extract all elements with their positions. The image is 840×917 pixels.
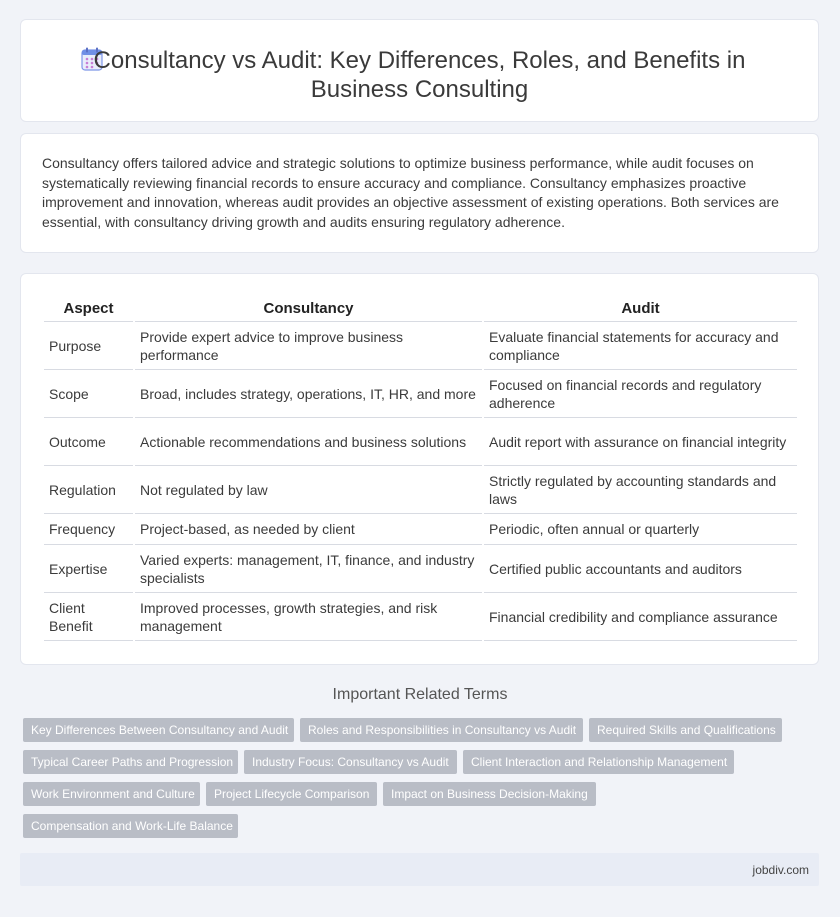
related-term-tag[interactable]: Industry Focus: Consultancy vs Audit xyxy=(244,750,457,774)
footer xyxy=(20,853,819,886)
intro-card xyxy=(20,133,819,253)
comparison-table-card xyxy=(20,273,819,665)
table-header-row xyxy=(44,294,797,322)
table-row xyxy=(44,593,797,641)
intro-paragraph: Consultancy offers tailored advice and strategic solutions to optimize business performance, while audit focuses on systematically reviewing financial records to ensure accuracy and compliance. Consultancy emphasizes proactive improvement and innovation, whereas audit provides an objective assessment of existing operations. Both services are essential, with consultancy driving growth and audits ensuring regulatory adherence. xyxy=(42,155,779,230)
aspect-cell: Scope xyxy=(44,370,133,418)
audit-cell: Certified public accountants and auditors xyxy=(484,545,797,593)
table-row xyxy=(44,466,797,514)
consultancy-cell: Not regulated by law xyxy=(135,466,482,514)
related-term-tag[interactable]: Key Differences Between Consultancy and Audit xyxy=(23,718,294,742)
table-row xyxy=(44,545,797,593)
consultancy-cell: Improved processes, growth strategies, and risk management xyxy=(135,593,482,641)
header-consultancy: Consultancy xyxy=(135,294,482,322)
related-term-tag[interactable]: Project Lifecycle Comparison xyxy=(206,782,377,806)
related-term-tag[interactable]: Work Environment and Culture xyxy=(23,782,200,806)
related-term-tag[interactable]: Required Skills and Qualifications xyxy=(589,718,782,742)
table-row xyxy=(44,418,797,466)
consultancy-cell: Provide expert advice to improve business performance xyxy=(135,322,482,370)
table-row xyxy=(44,370,797,418)
audit-cell: Focused on financial records and regulatory adherence xyxy=(484,370,797,418)
audit-cell: Evaluate financial statements for accuracy and compliance xyxy=(484,322,797,370)
header-aspect: Aspect xyxy=(44,294,133,322)
title-card xyxy=(20,19,819,122)
aspect-cell: Client Benefit xyxy=(44,593,133,641)
aspect-cell: Regulation xyxy=(44,466,133,514)
audit-cell: Strictly regulated by accounting standards and laws xyxy=(484,466,797,514)
related-term-tag[interactable]: Client Interaction and Relationship Management xyxy=(463,750,734,774)
related-terms-heading: Important Related Terms xyxy=(332,686,508,703)
aspect-cell: Expertise xyxy=(44,545,133,593)
consultancy-cell: Broad, includes strategy, operations, IT, HR, and more xyxy=(135,370,482,418)
header-audit: Audit xyxy=(484,294,797,322)
related-term-tag[interactable]: Typical Career Paths and Progression xyxy=(23,750,238,774)
table-row xyxy=(44,514,797,545)
table-row xyxy=(44,322,797,370)
audit-cell: Audit report with assurance on financial integrity xyxy=(484,418,797,466)
page-title: Consultancy vs Audit: Key Differences, Roles, and Benefits in Business Consulting xyxy=(93,47,746,103)
related-term-tag[interactable]: Compensation and Work-Life Balance xyxy=(23,814,238,838)
aspect-cell: Purpose xyxy=(44,322,133,370)
aspect-cell: Frequency xyxy=(44,514,133,545)
related-term-tag[interactable]: Impact on Business Decision-Making xyxy=(383,782,596,806)
related-term-tag[interactable]: Roles and Responsibilities in Consultancy vs Audit xyxy=(300,718,583,742)
consultancy-cell: Varied experts: management, IT, finance, and industry specialists xyxy=(135,545,482,593)
audit-cell: Periodic, often annual or quarterly xyxy=(484,514,797,545)
consultancy-cell: Project-based, as needed by client xyxy=(135,514,482,545)
audit-cell: Financial credibility and compliance assurance xyxy=(484,593,797,641)
footer-site-link[interactable]: jobdiv.com xyxy=(752,863,809,877)
consultancy-cell: Actionable recommendations and business solutions xyxy=(135,418,482,466)
aspect-cell: Outcome xyxy=(44,418,133,466)
comparison-table xyxy=(42,294,799,641)
